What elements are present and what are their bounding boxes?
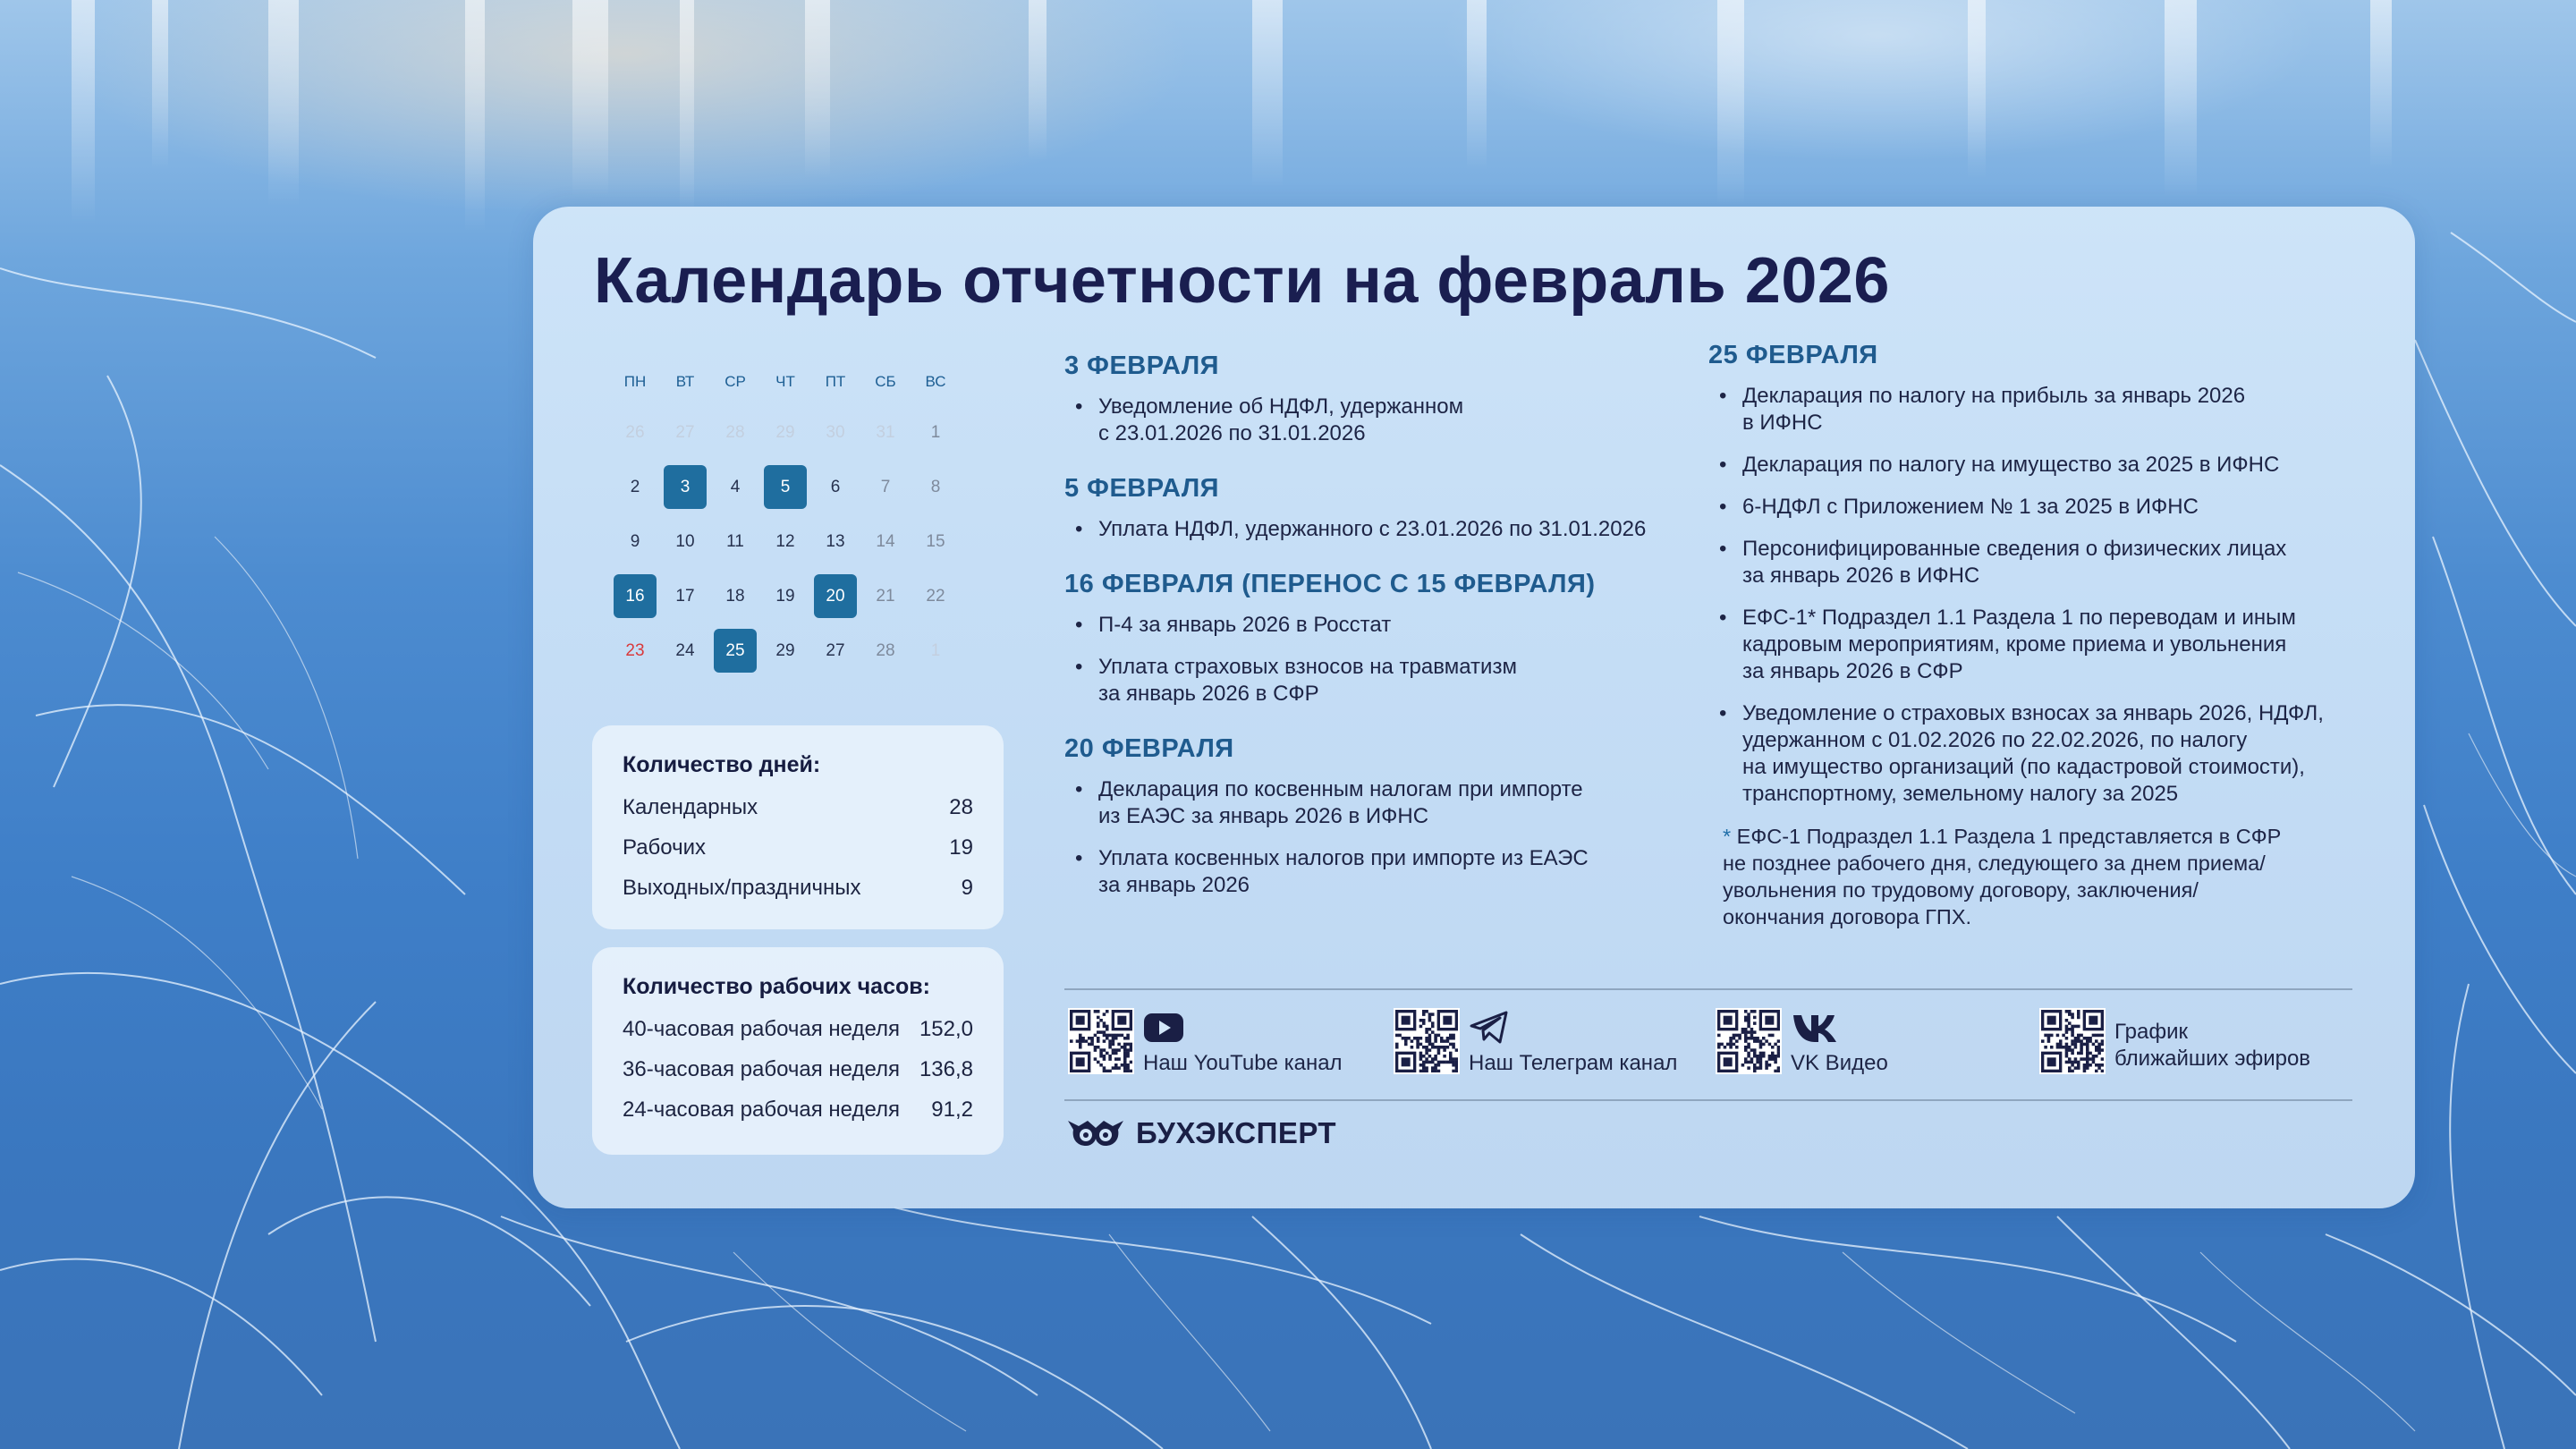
calendar-day: 1	[930, 641, 941, 660]
days-row-label: Рабочих	[623, 835, 707, 860]
hours-row-36	[623, 1049, 973, 1089]
calendar-day: 13	[826, 532, 845, 551]
calendar-day: 12	[775, 532, 795, 551]
youtube-link[interactable]	[1068, 1008, 1343, 1077]
days-row-label: Выходных/праздничных	[623, 876, 861, 900]
event-section-feb5	[1064, 474, 1690, 543]
calendar-card	[533, 207, 2415, 1208]
event-section-feb25	[1708, 341, 2370, 930]
broadcast-link-body	[2106, 1008, 2310, 1072]
footnote	[1708, 823, 2370, 930]
link-label: Наш Телеграм канал	[1469, 1051, 1678, 1075]
event-item: • Декларация по налогу на прибыль за январь 2026 в ИФНС	[1708, 383, 2370, 436]
calendar-day: 19	[775, 587, 795, 606]
calendar-week-row	[610, 574, 961, 618]
event-item: • Уведомление об НДФЛ, удержанном с 23.01.2026 по 31.01.2026	[1064, 394, 1690, 447]
hours-row-40	[623, 1009, 973, 1049]
calendar-day: 28	[876, 641, 895, 660]
calendar-day: 30	[826, 423, 845, 442]
link-label: VK Видео	[1791, 1051, 1888, 1075]
calendar-day: 4	[730, 478, 741, 496]
hours-row-24	[623, 1089, 973, 1130]
calendar-week-row	[610, 411, 961, 454]
mini-calendar	[610, 364, 961, 673]
footnote-text: ЕФС-1 Подраздел 1.1 Раздела 1 представляется в СФР не позднее рабочего дня, следующего за днем приема/ увольнения по трудовому договору, заключения/ окончания договора ГПХ.	[1723, 825, 2282, 928]
hours-row-value: 91,2	[931, 1097, 973, 1122]
calendar-deadline-day: 16	[614, 574, 657, 618]
calendar-day: 29	[775, 641, 795, 660]
calendar-day: 7	[880, 478, 891, 496]
youtube-icon	[1143, 1008, 1184, 1046]
calendar-day: 17	[675, 587, 695, 606]
event-item: • Уплата косвенных налогов при импорте из ЕАЭС за январь 2026	[1064, 845, 1690, 899]
event-item: • Уплата НДФЛ, удержанного с 23.01.2026 по 31.01.2026	[1064, 516, 1690, 543]
event-item: • Декларация по косвенным налогам при импорте из ЕАЭС за январь 2026 в ИФНС	[1064, 776, 1690, 830]
days-count-panel	[592, 725, 1004, 929]
weekday-label: ВС	[925, 373, 946, 390]
link-label: Наш YouTube канал	[1143, 1051, 1343, 1075]
event-date-title: 16 ФЕВРАЛЯ (ПЕРЕНОС С 15 ФЕВРАЛЯ)	[1064, 570, 1596, 598]
qr-code[interactable]	[1068, 1008, 1134, 1074]
calendar-day: 28	[725, 423, 745, 442]
event-item: • П-4 за январь 2026 в Росстат	[1064, 612, 1690, 639]
hours-count-panel	[592, 947, 1004, 1155]
qr-code[interactable]	[2039, 1008, 2106, 1074]
hours-count-title: Количество рабочих часов:	[623, 974, 930, 999]
calendar-day: 31	[876, 423, 895, 442]
event-item: • Уведомление о страховых взносах за январь 2026, НДФЛ, удержанном с 01.02.2026 по 22.02.2026, по налогу на имущество организаций (по кадастровой стоимости), транспортному, земельному налогу за 2025	[1708, 700, 2370, 808]
brand-name: БУХЭКСПЕРТ	[1136, 1116, 1337, 1149]
hours-row-label: 36-часовая рабочая неделя	[623, 1057, 901, 1081]
event-item: • Уплата страховых взносов на травматизм за январь 2026 в СФР	[1064, 654, 1690, 708]
calendar-day: 15	[926, 532, 945, 551]
page-title: Календарь отчетности на февраль 2026	[594, 245, 1890, 317]
days-row-holidays	[623, 868, 973, 908]
weekday-label: ВТ	[675, 373, 695, 390]
owl-logo-icon	[1066, 1117, 1125, 1149]
vk-icon	[1791, 1008, 1844, 1046]
telegram-link-body	[1460, 1008, 1677, 1077]
event-item: • Персонифицированные сведения о физических лицах за январь 2026 в ИФНС	[1708, 536, 2370, 589]
calendar-week-row	[610, 520, 961, 564]
calendar-day: 6	[830, 478, 841, 496]
days-row-calendar	[623, 787, 973, 827]
calendar-day: 18	[725, 587, 745, 606]
days-row-value: 28	[949, 795, 973, 819]
divider-bottom	[1064, 1099, 2352, 1101]
days-row-working	[623, 827, 973, 868]
calendar-day: 27	[675, 423, 695, 442]
calendar-week-row	[610, 465, 961, 509]
calendar-day: 2	[630, 478, 640, 496]
weekday-label: ЧТ	[775, 373, 795, 390]
vk-link[interactable]	[1716, 1008, 1888, 1077]
telegram-icon	[1469, 1008, 1510, 1046]
calendar-deadline-day: 3	[664, 465, 707, 509]
calendar-weekdays	[610, 364, 961, 400]
link-label: График ближайших эфиров	[2114, 1020, 2311, 1071]
event-section-feb3	[1064, 352, 1690, 447]
calendar-day: 8	[930, 478, 941, 496]
hours-row-value: 152,0	[919, 1017, 973, 1041]
broadcast-schedule-link[interactable]	[2039, 1008, 2310, 1074]
days-row-value: 19	[949, 835, 973, 860]
vk-link-body	[1782, 1008, 1888, 1077]
divider-top	[1064, 988, 2352, 990]
event-item: • ЕФС-1* Подраздел 1.1 Раздела 1 по переводам и иным кадровым мероприятиям, кроме приема и увольнения за январь 2026 в СФР	[1708, 605, 2370, 685]
calendar-day: 10	[675, 532, 695, 551]
days-row-value: 9	[961, 876, 973, 900]
days-row-label: Календарных	[623, 795, 758, 819]
event-section-feb20	[1064, 734, 1690, 899]
event-date-title: 5 ФЕВРАЛЯ	[1064, 474, 1220, 503]
weekday-label: СБ	[875, 373, 896, 390]
event-item: • 6-НДФЛ с Приложением № 1 за 2025 в ИФНС	[1708, 494, 2370, 521]
hours-row-label: 40-часовая рабочая неделя	[623, 1017, 901, 1041]
telegram-link[interactable]	[1394, 1008, 1677, 1077]
weekday-label: ПН	[623, 373, 647, 390]
calendar-day: 24	[675, 641, 695, 660]
events-column-left	[1064, 352, 1690, 926]
events-column-right	[1708, 341, 2370, 957]
qr-code[interactable]	[1716, 1008, 1782, 1074]
youtube-link-body	[1134, 1008, 1343, 1077]
calendar-day: 29	[775, 423, 795, 442]
days-count-title: Количество дней:	[623, 752, 821, 777]
event-date-title: 25 ФЕВРАЛЯ	[1708, 341, 1878, 369]
calendar-day: 1	[930, 423, 941, 442]
calendar-day: 9	[630, 532, 640, 551]
calendar-deadline-day: 5	[764, 465, 807, 509]
calendar-days	[610, 411, 961, 673]
calendar-day: 11	[726, 532, 744, 551]
calendar-deadline-day: 20	[814, 574, 857, 618]
weekday-label: СР	[724, 373, 746, 390]
hours-row-label: 24-часовая рабочая неделя	[623, 1097, 901, 1122]
calendar-week-row	[610, 629, 961, 673]
brand-logo	[1066, 1116, 1336, 1150]
calendar-day: 23	[625, 641, 645, 660]
event-section-feb16	[1064, 570, 1690, 708]
calendar-day: 14	[876, 532, 895, 551]
event-date-title: 20 ФЕВРАЛЯ	[1064, 734, 1234, 763]
calendar-day: 22	[926, 587, 945, 606]
event-date-title: 3 ФЕВРАЛЯ	[1064, 352, 1220, 380]
hours-row-value: 136,8	[919, 1057, 973, 1081]
qr-code[interactable]	[1394, 1008, 1460, 1074]
calendar-day: 26	[625, 423, 645, 442]
calendar-deadline-day: 25	[714, 629, 757, 673]
event-item: • Декларация по налогу на имущество за 2025 в ИФНС	[1708, 452, 2370, 479]
calendar-day: 27	[826, 641, 845, 660]
calendar-day: 21	[876, 587, 895, 606]
footnote-mark: *	[1723, 825, 1732, 848]
weekday-label: ПТ	[825, 373, 846, 390]
